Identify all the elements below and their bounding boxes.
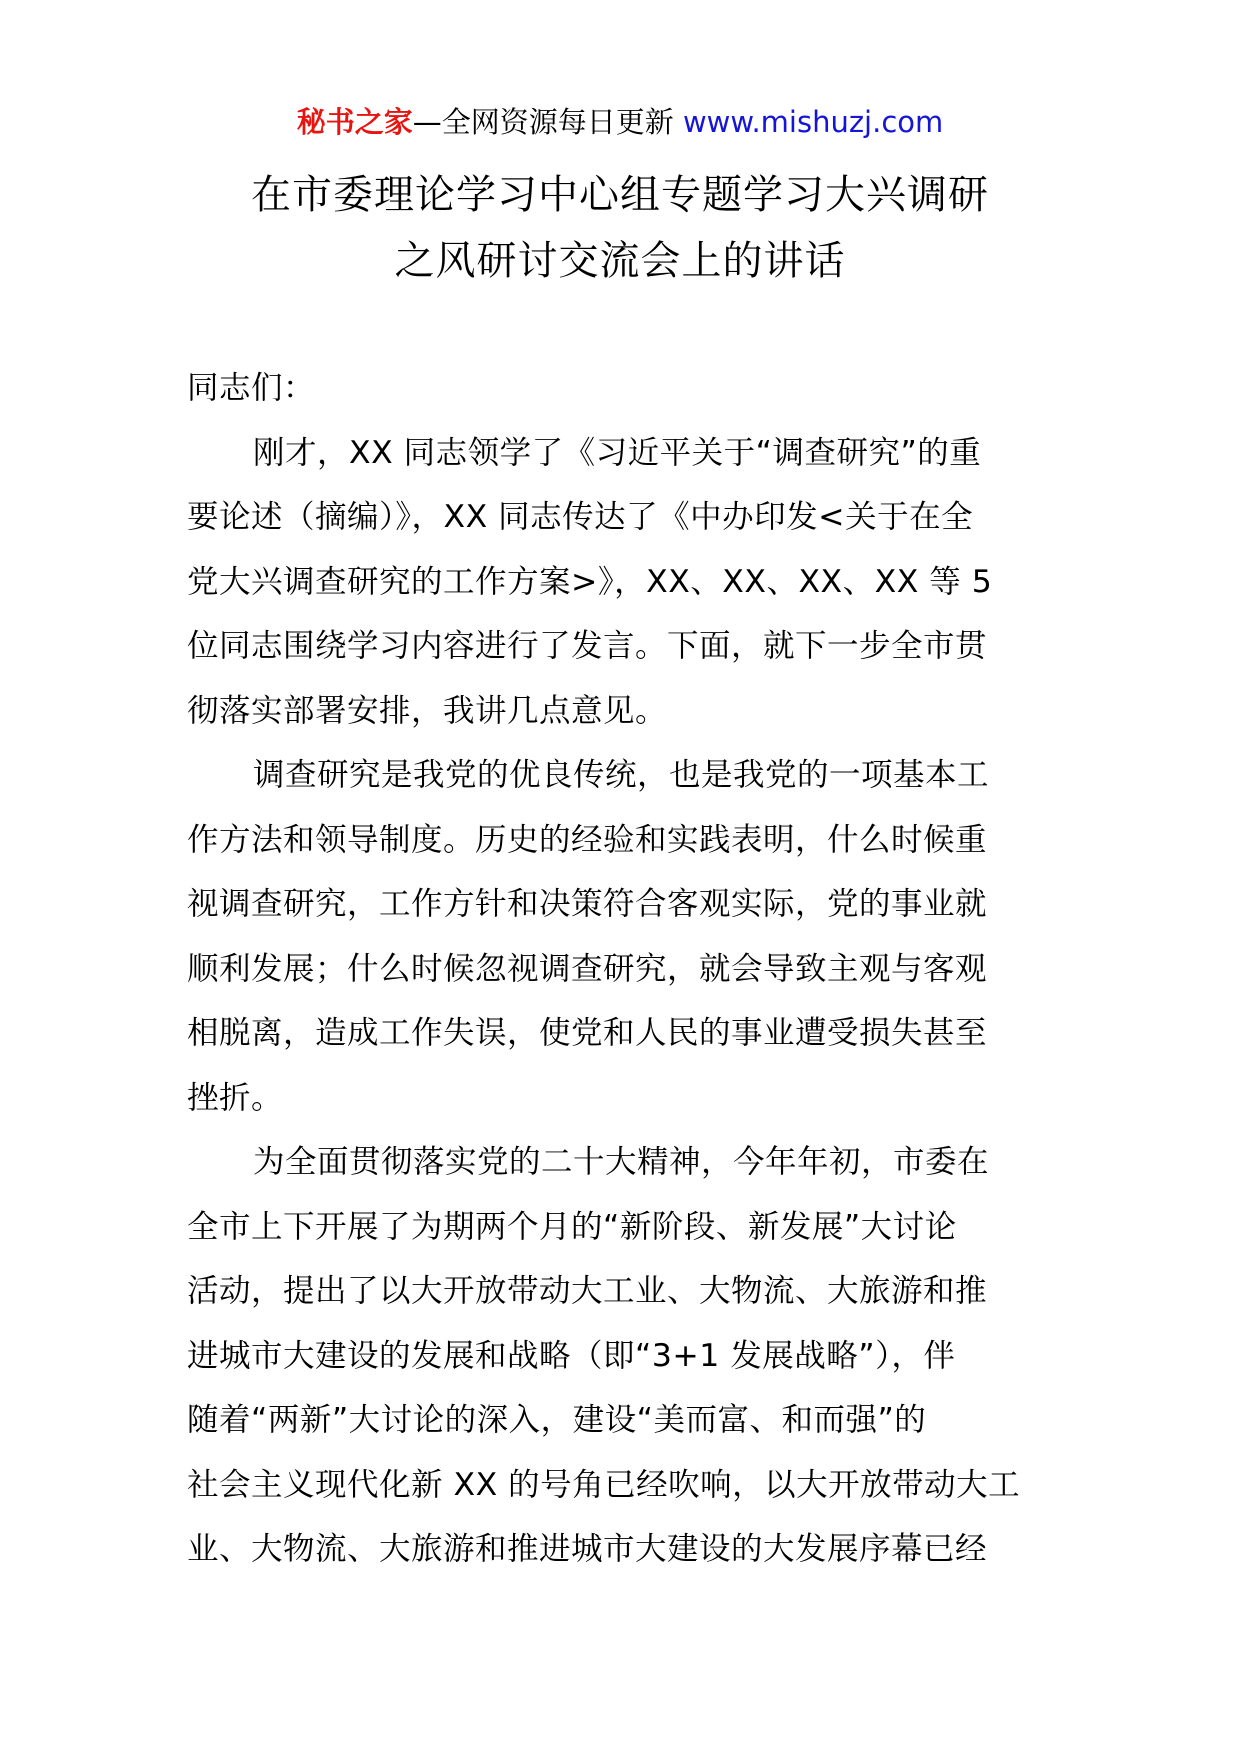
paragraph-line: 活动，提出了以大开放带动大工业、大物流、大旅游和推 bbox=[187, 1273, 988, 1309]
paragraph-line: 位同志围绕学习内容进行了发言。下面，就下一步全市贯 bbox=[187, 628, 988, 664]
paragraph-line: 随着“两新”大讨论的深入，建设“美而富、和而强”的 bbox=[187, 1402, 927, 1438]
paragraph-line: 业、大物流、大旅游和推进城市大建设的大发展序幕已经 bbox=[187, 1531, 988, 1567]
paragraph-line: 挫折。 bbox=[187, 1079, 284, 1116]
document-body bbox=[187, 356, 1057, 1582]
watermark-header bbox=[0, 102, 1240, 142]
paragraph-line: 刚才，XX 同志领学了《习近平关于“调查研究”的重 bbox=[253, 434, 982, 471]
brand-name: 秘书之家 bbox=[296, 105, 413, 139]
title-line: 在市委理论学习中心组专题学习大兴调研 bbox=[251, 172, 989, 218]
paragraph-line: 党大兴调查研究的工作方案>》，XX、XX、XX、XX 等 5 bbox=[187, 563, 993, 600]
paragraph-line: 顺利发展；什么时候忽视调查研究，就会导致主观与客观 bbox=[187, 950, 988, 987]
paragraph-line: 作方法和领导制度。历史的经验和实践表明，什么时候重 bbox=[187, 821, 988, 858]
paragraph-line: 全市上下开展了为期两个月的“新阶段、新发展”大讨论 bbox=[187, 1208, 957, 1245]
title-line: 之风研讨交流会上的讲话 bbox=[394, 238, 846, 284]
paragraph-line: 进城市大建设的发展和战略（即“3+1 发展战略”），伴 bbox=[187, 1337, 956, 1374]
site-url-link[interactable]: www.mishuzj.com bbox=[682, 105, 944, 139]
header-tagline: —全网资源每日更新 bbox=[412, 105, 683, 139]
paragraph-line: 为全面贯彻落实党的二十大精神，今年年初，市委在 bbox=[253, 1144, 990, 1180]
document-title bbox=[150, 162, 1090, 294]
paragraph-line: 要论述（摘编）》，XX 同志传达了《中办印发<关于在全 bbox=[187, 499, 974, 535]
paragraph-line: 社会主义现代化新 XX 的号角已经吹响，以大开放带动大工 bbox=[187, 1466, 1021, 1503]
paragraph-line: 调查研究是我党的优良传统，也是我党的一项基本工 bbox=[253, 757, 990, 793]
paragraph-line: 彻落实部署安排，我讲几点意见。 bbox=[187, 692, 668, 729]
salutation: 同志们： bbox=[187, 370, 316, 406]
paragraph-line: 相脱离，造成工作失误，使党和人民的事业遭受损失甚至 bbox=[187, 1015, 988, 1051]
paragraph-line: 视调查研究，工作方针和决策符合客观实际，党的事业就 bbox=[187, 886, 988, 922]
